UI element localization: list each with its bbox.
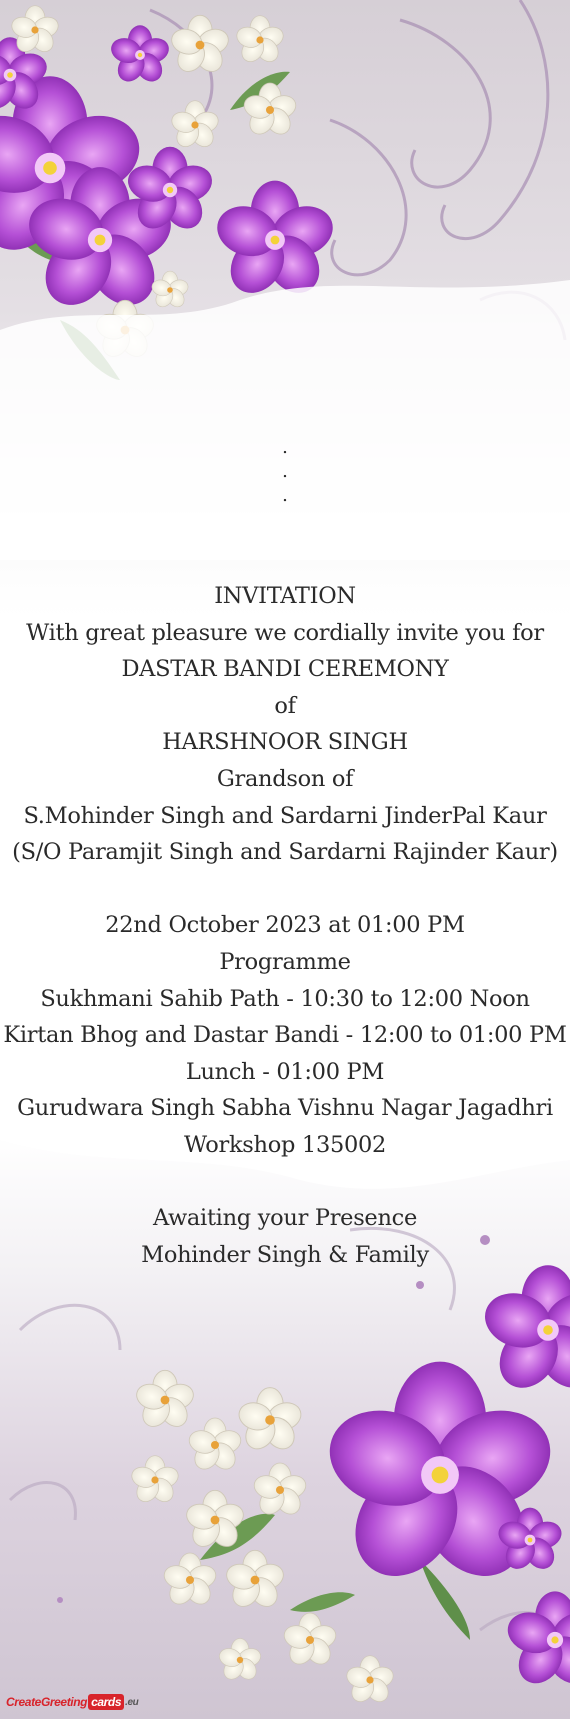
dot-1: . [282, 437, 288, 458]
relation-line: Grandson of [216, 765, 354, 792]
programme-heading: Programme [219, 948, 351, 975]
venue-line-2: Workshop 135002 [183, 1131, 387, 1158]
blank-line [0, 871, 570, 908]
parents-line: (S/O Paramjit Singh and Sardarni Rajinder Kaur) [12, 839, 558, 866]
venue-line: Gurudwara Singh Sabha Vishnu Nagar Jagadhri [17, 1095, 553, 1122]
of-line: of [274, 692, 296, 719]
blank-line [0, 1164, 570, 1201]
dot-2: . [282, 461, 288, 482]
honoree-name: HARSHNOOR SINGH [162, 729, 408, 756]
closing-line: Awaiting your Presence [153, 1205, 417, 1232]
dot-3: . [282, 485, 288, 506]
site-logo[interactable] [6, 1690, 138, 1714]
invitation-heading: INVITATION [214, 583, 356, 609]
invite-line: With great pleasure we cordially invite you for [26, 619, 544, 646]
ceremony-name: DASTAR BANDI CEREMONY [121, 656, 449, 683]
logo-part-2: cards [88, 1694, 124, 1710]
programme-item: Lunch - 01:00 PM [185, 1058, 385, 1085]
date-time: 22nd October 2023 at 01:00 PM [105, 912, 465, 939]
programme-item: Kirtan Bhog and Dastar Bandi - 12:00 to 01:00 PM [3, 1022, 567, 1049]
programme-item: Sukhmani Sahib Path - 10:30 to 12:00 Noon [40, 985, 530, 1012]
invitation-text [0, 578, 570, 1273]
host-line: Mohinder Singh & Family [141, 1241, 429, 1268]
logo-part-1: CreateGreeting [6, 1695, 88, 1709]
grandparents-line: S.Mohinder Singh and Sardarni JinderPal Kaur [23, 802, 547, 829]
logo-part-3: .eu [125, 1696, 139, 1708]
